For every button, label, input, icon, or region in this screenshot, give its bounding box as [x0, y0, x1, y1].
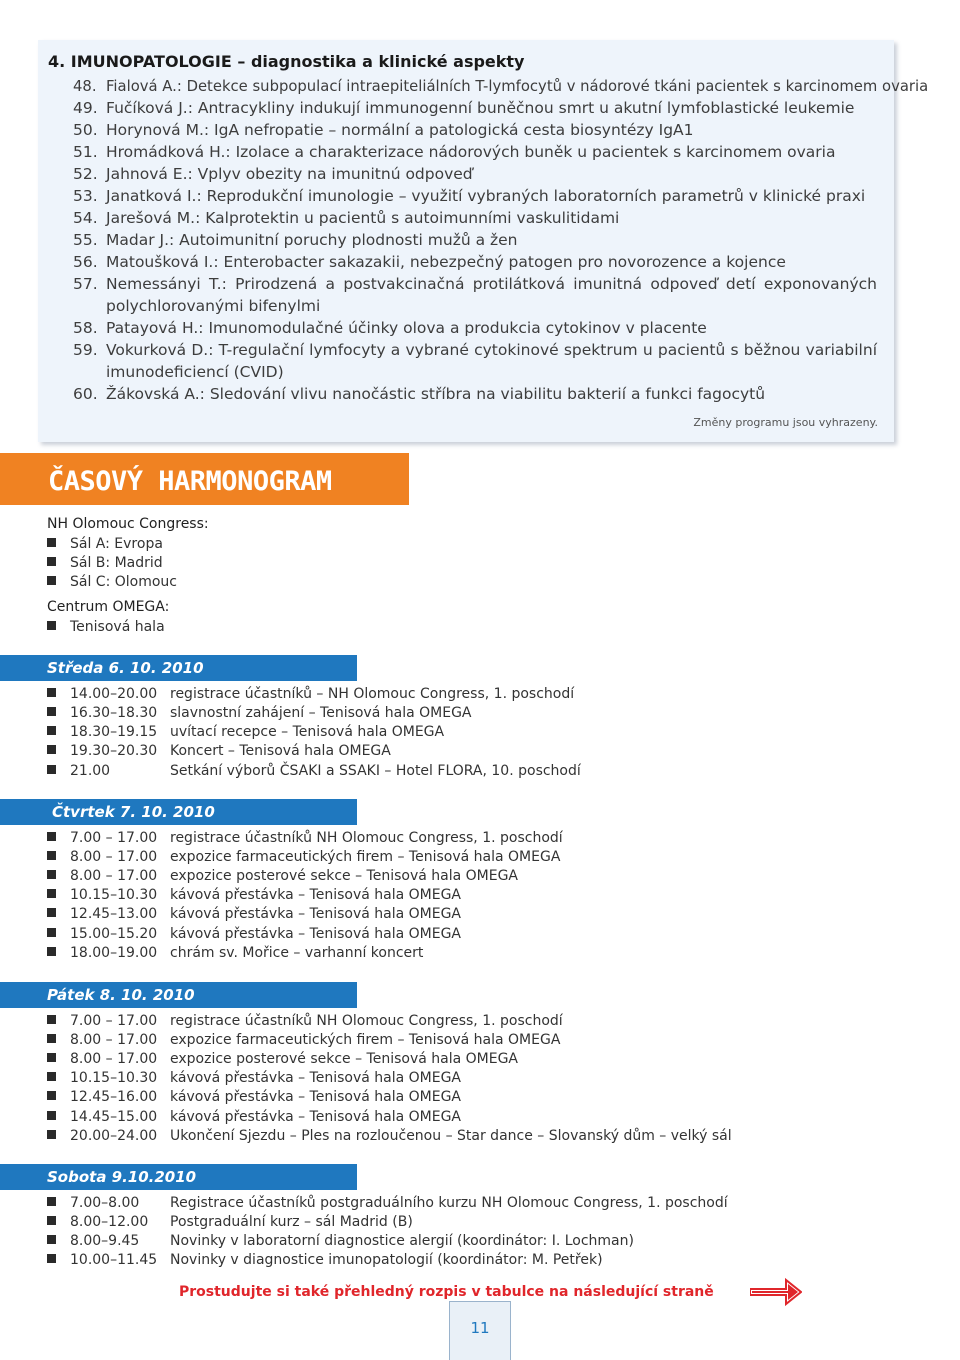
bullet-icon [47, 928, 56, 937]
bullet-icon [47, 832, 56, 841]
day-heading-rule [0, 680, 357, 681]
next-page-note: Prostudujte si také přehledný rozpis v tabulce na následující straně [179, 1284, 714, 1300]
schedule-row: 15.00–15.20 kávová přestávka – Tenisová hala OMEGA [47, 926, 461, 942]
talk-item: 59. Vokurková D.: T-regulační lymfocyty a vybrané cytokinové spektrum u pacientů s běžnou variabilní imunodeficiencí (CVID) [73, 341, 877, 381]
venue-item: Sál C: Olomouc [47, 574, 177, 590]
bullet-icon [47, 557, 56, 566]
day-heading: Čtvrtek 7. 10. 2010 [0, 799, 357, 825]
day-heading: Středa 6. 10. 2010 [0, 655, 357, 681]
program-change-note: Změny programu jsou vyhrazeny. [693, 416, 878, 429]
section-title: 4. IMUNOPATOLOGIE – diagnostika a klinické aspekty [48, 52, 525, 71]
bullet-icon [47, 1053, 56, 1062]
day-heading: Pátek 8. 10. 2010 [0, 982, 357, 1008]
day-heading-rule [0, 824, 357, 825]
venue-item: Sál B: Madrid [47, 555, 163, 571]
schedule-row: 8.00 – 17.00 expozice farmaceutických firem – Tenisová hala OMEGA [47, 849, 560, 865]
bullet-icon [47, 745, 56, 754]
schedule-row: 14.00–20.00 registrace účastníků – NH Olomouc Congress, 1. poschodí [47, 686, 574, 702]
schedule-row: 16.30–18.30 slavnostní zahájení – Tenisová hala OMEGA [47, 705, 472, 721]
talk-item: 55. Madar J.: Autoimunitní poruchy plodnosti mužů a žen [73, 231, 518, 249]
talk-item: 56. Matoušková I.: Enterobacter sakazakii, nebezpečný patogen pro novorozence a kojence [73, 253, 786, 271]
talk-item: 52. Jahnová E.: Vplyv obezity na imunitnú odpoveď [73, 165, 473, 183]
bullet-icon [47, 947, 56, 956]
schedule-row: 10.00–11.45 Novinky v diagnostice imunopatologií (koordinátor: M. Petřek) [47, 1252, 603, 1268]
venue-heading: Centrum OMEGA: [47, 599, 170, 615]
bullet-icon [47, 688, 56, 697]
schedule-row: 8.00 – 17.00 expozice posterové sekce – Tenisová hala OMEGA [47, 1051, 518, 1067]
bullet-icon [47, 1111, 56, 1120]
talk-item: 60. Žákovská A.: Sledování vlivu nanočástic stříbra na viabilitu bakterií a funkci fagocytů [73, 385, 766, 403]
bullet-icon [47, 576, 56, 585]
bullet-icon [47, 538, 56, 547]
schedule-row: 8.00 – 17.00 expozice posterové sekce – Tenisová hala OMEGA [47, 868, 518, 884]
bullet-icon [47, 1015, 56, 1024]
day-heading-rule [0, 1007, 357, 1008]
bullet-icon [47, 1091, 56, 1100]
bullet-icon [47, 1197, 56, 1206]
schedule-row: 19.30–20.30 Koncert – Tenisová hala OMEGA [47, 743, 391, 759]
talk-item: 58. Patayová H.: Imunomodulačné účinky olova a produkcia cytokinov v placente [73, 319, 707, 337]
talk-item: 54. Jarešová M.: Kalprotektin u pacientů s autoimunními vaskulitidami [73, 209, 620, 227]
bullet-icon [47, 621, 56, 630]
bullet-icon [47, 1034, 56, 1043]
talk-item: 50. Horynová M.: IgA nefropatie – normální a patologická cesta biosyntézy IgA1 [73, 121, 694, 139]
schedule-row: 20.00–24.00 Ukončení Sjezdu – Ples na rozloučenou – Star dance – Slovanský dům – velký sál [47, 1128, 732, 1144]
venue-heading: NH Olomouc Congress: [47, 516, 209, 532]
talk-item: 57. Nemessányi T.: Prirodzená a postvakcinačná protilátková imunitná odpoveď detí exponovaných polychlorovanými bifenylmi [73, 275, 878, 315]
schedule-row: 12.45–16.00 kávová přestávka – Tenisová hala OMEGA [47, 1089, 461, 1105]
schedule-row: 14.45–15.00 kávová přestávka – Tenisová hala OMEGA [47, 1109, 461, 1125]
talk-item: 53. Janatková I.: Reprodukční imunologie – využití vybraných laboratorních parametrů v klinické praxi [73, 187, 866, 205]
bullet-icon [47, 1254, 56, 1263]
bullet-icon [47, 851, 56, 860]
schedule-row: 21.00 Setkání výborů ČSAKI a SSAKI – Hotel FLORA, 10. poschodí [47, 763, 581, 779]
schedule-row: 10.15–10.30 kávová přestávka – Tenisová hala OMEGA [47, 1070, 461, 1086]
schedule-row: 8.00–9.45 Novinky v laboratorní diagnostice alergií (koordinátor: I. Lochman) [47, 1233, 634, 1249]
schedule-row: 8.00 – 17.00 expozice farmaceutických firem – Tenisová hala OMEGA [47, 1032, 560, 1048]
schedule-row: 18.30–19.15 uvítací recepce – Tenisová hala OMEGA [47, 724, 444, 740]
schedule-row: 18.00–19.00 chrám sv. Mořice – varhanní koncert [47, 945, 423, 961]
bullet-icon [47, 765, 56, 774]
page-number: 11 [470, 1319, 490, 1337]
talk-item: 49. Fučíková J.: Antracykliny indukují immunogenní buněčnou smrt u akutní lymfoblastické leukemie [73, 99, 855, 117]
schedule-row: 8.00–12.00 Postgraduální kurz – sál Madrid (B) [47, 1214, 413, 1230]
venue-item: Sál A: Evropa [47, 536, 163, 552]
bullet-icon [47, 1130, 56, 1139]
page-number-box [449, 1301, 511, 1360]
talk-item: 51. Hromádková H.: Izolace a charakterizace nádorových buněk u pacientek s karcinomem ovaria [73, 143, 836, 161]
arrow-right-icon [750, 1277, 802, 1307]
schedule-row: 7.00–8.00 Registrace účastníků postgraduálního kurzu NH Olomouc Congress, 1. poschodí [47, 1195, 728, 1211]
bullet-icon [47, 707, 56, 716]
bullet-icon [47, 870, 56, 879]
day-heading-rule [0, 1189, 357, 1190]
bullet-icon [47, 1235, 56, 1244]
bullet-icon [47, 889, 56, 898]
talk-item: 48. Fialová A.: Detekce subpopulací intraepiteliálních T-lymfocytů v nádorové tkáni pacientek s karcinomem ovaria [73, 78, 929, 95]
schedule-row: 7.00 – 17.00 registrace účastníků NH Olomouc Congress, 1. poschodí [47, 830, 563, 846]
bullet-icon [47, 908, 56, 917]
venue-item: Tenisová hala [47, 619, 165, 635]
schedule-row: 12.45–13.00 kávová přestávka – Tenisová hala OMEGA [47, 906, 461, 922]
day-heading: Sobota 9.10.2010 [0, 1164, 357, 1190]
bullet-icon [47, 1072, 56, 1081]
bullet-icon [47, 1216, 56, 1225]
bullet-icon [47, 726, 56, 735]
harmonogram-title: ČASOVÝ HARMONOGRAM [48, 466, 332, 497]
schedule-row: 10.15–10.30 kávová přestávka – Tenisová hala OMEGA [47, 887, 461, 903]
schedule-row: 7.00 – 17.00 registrace účastníků NH Olomouc Congress, 1. poschodí [47, 1013, 563, 1029]
